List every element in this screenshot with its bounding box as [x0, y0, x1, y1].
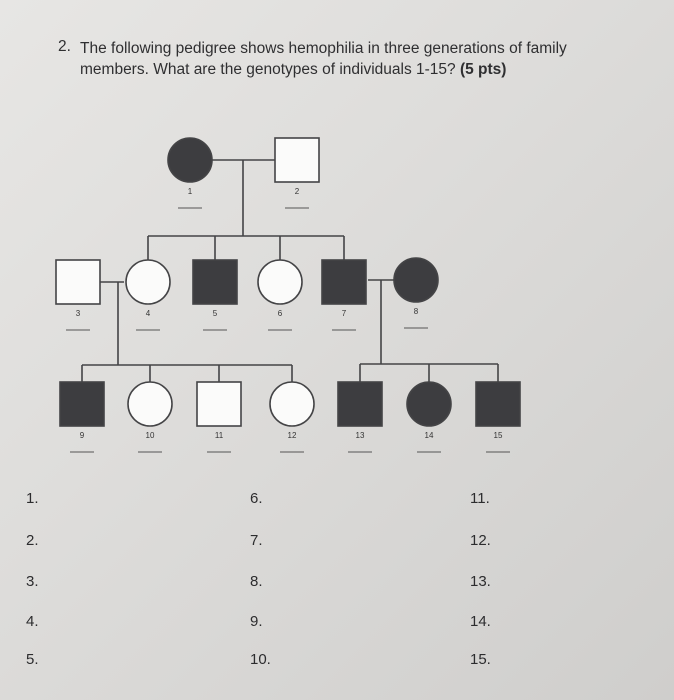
- answer-label-3: 3.: [26, 573, 39, 590]
- individual-3-square: [56, 260, 100, 304]
- question-points: (5 pts): [459, 61, 507, 78]
- individual-7-square: [322, 260, 366, 304]
- individual-label-10: 10: [145, 431, 155, 440]
- question-line-1: The following pedigree shows hemophilia in three generations of family: [80, 40, 567, 57]
- answer-label-14: 14.: [470, 613, 491, 630]
- individual-8-circle: [394, 258, 438, 302]
- individual-14-circle: [407, 382, 451, 426]
- individual-15-square: [476, 382, 520, 426]
- individual-label-5: 5: [212, 309, 218, 318]
- question-line-2-text: members. What are the genotypes of individuals 1-15?: [80, 61, 456, 78]
- individual-label-6: 6: [277, 309, 283, 318]
- answer-label-13: 13.: [470, 573, 491, 590]
- answer-label-5: 5.: [26, 651, 39, 668]
- individual-label-2: 2: [294, 187, 300, 196]
- individual-11-square: [197, 382, 241, 426]
- individual-label-8: 8: [413, 307, 419, 316]
- individual-13-square: [338, 382, 382, 426]
- answer-label-6: 6.: [250, 490, 263, 507]
- individual-label-3: 3: [75, 309, 81, 318]
- individual-10-circle: [128, 382, 172, 426]
- answer-label-4: 4.: [26, 613, 39, 630]
- answer-label-11: 11.: [470, 490, 490, 507]
- individual-label-11: 11: [214, 431, 224, 440]
- individual-1-circle: [168, 138, 212, 182]
- answer-label-12: 12.: [470, 532, 491, 549]
- answer-label-8: 8.: [250, 573, 263, 590]
- individual-label-15: 15: [493, 431, 503, 440]
- answer-label-9: 9.: [250, 613, 263, 630]
- individual-label-14: 14: [424, 431, 434, 440]
- answer-label-7: 7.: [250, 532, 263, 549]
- answer-label-15: 15.: [470, 651, 491, 668]
- answer-label-2: 2.: [26, 532, 39, 549]
- individual-5-square: [193, 260, 237, 304]
- individual-2-square: [275, 138, 319, 182]
- individual-label-9: 9: [79, 431, 85, 440]
- individual-label-1: 1: [187, 187, 193, 196]
- individual-label-4: 4: [145, 309, 151, 318]
- pedigree-symbols: [56, 138, 520, 452]
- individual-label-13: 13: [355, 431, 365, 440]
- individual-12-circle: [270, 382, 314, 426]
- individual-label-7: 7: [341, 309, 347, 318]
- question-number: 2.: [58, 38, 71, 55]
- individual-label-12: 12: [287, 431, 297, 440]
- answer-label-10: 10.: [250, 651, 271, 668]
- answer-label-1: 1.: [26, 490, 39, 507]
- individual-4-circle: [126, 260, 170, 304]
- individual-9-square: [60, 382, 104, 426]
- individual-6-circle: [258, 260, 302, 304]
